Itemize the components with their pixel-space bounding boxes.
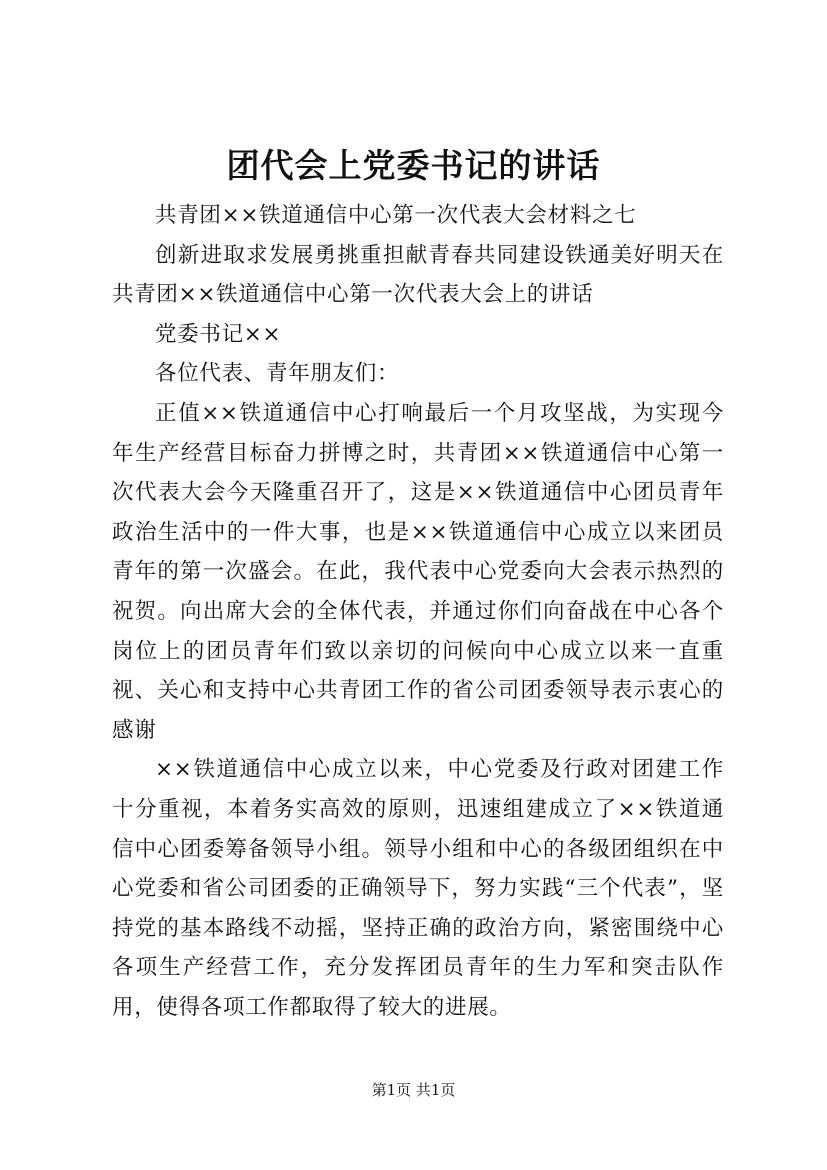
material-subtitle: 共青团××铁道通信中心第一次代表大会材料之七 (155, 203, 637, 228)
speech-heading: 创新进取求发展勇挑重担献青春共同建设铁通美好明天在共青团××铁道通信中心第一次代表大会上的讲话 (112, 242, 724, 308)
page-footer: 第1页 共1页 (371, 1081, 456, 1099)
body-paragraph: ××铁道通信中心成立以来，中心党委及行政对团建工作十分重视，本着务实高效的原则，迅速组建成立了××铁道通信中心团委筹备领导小组。领导小组和中心的各级团组织在中心党委和省公司团委的正确领导下，努力实践“三个代表”，坚持党的基本路线不动摇，坚持正确的政治方向，紧密围绕中心各项生产经营工作，充分发挥团员青年的生力军和突击队作用，使得各项工作都取得了较大的进展。 (112, 757, 724, 1020)
body-paragraph: 正值××铁道通信中心打响最后一个月攻坚战，为实现今年生产经营目标奋力拼博之时，共青团××铁道通信中心第一次代表大会今天隆重召开了，这是××铁道通信中心团员青年政治生活中的一件大事，也是××铁道通信中心成立以来团员青年的第一次盛会。在此，我代表中心党委向大会表示热烈的祝贺。向出席大会的全体代表，并通过你们向奋战在中心各个岗位上的团员青年们致以亲切的问候向中心成立以来一直重视、关心和支持中心共青团工作的省公司团委领导表示衷心的感谢 (112, 400, 724, 743)
speaker-line: 党委书记×× (155, 321, 282, 347)
salutation: 各位代表、青年朋友们： (155, 361, 400, 387)
document-title: 团代会上党委书记的讲话 (226, 146, 601, 185)
document-body (112, 196, 724, 1027)
